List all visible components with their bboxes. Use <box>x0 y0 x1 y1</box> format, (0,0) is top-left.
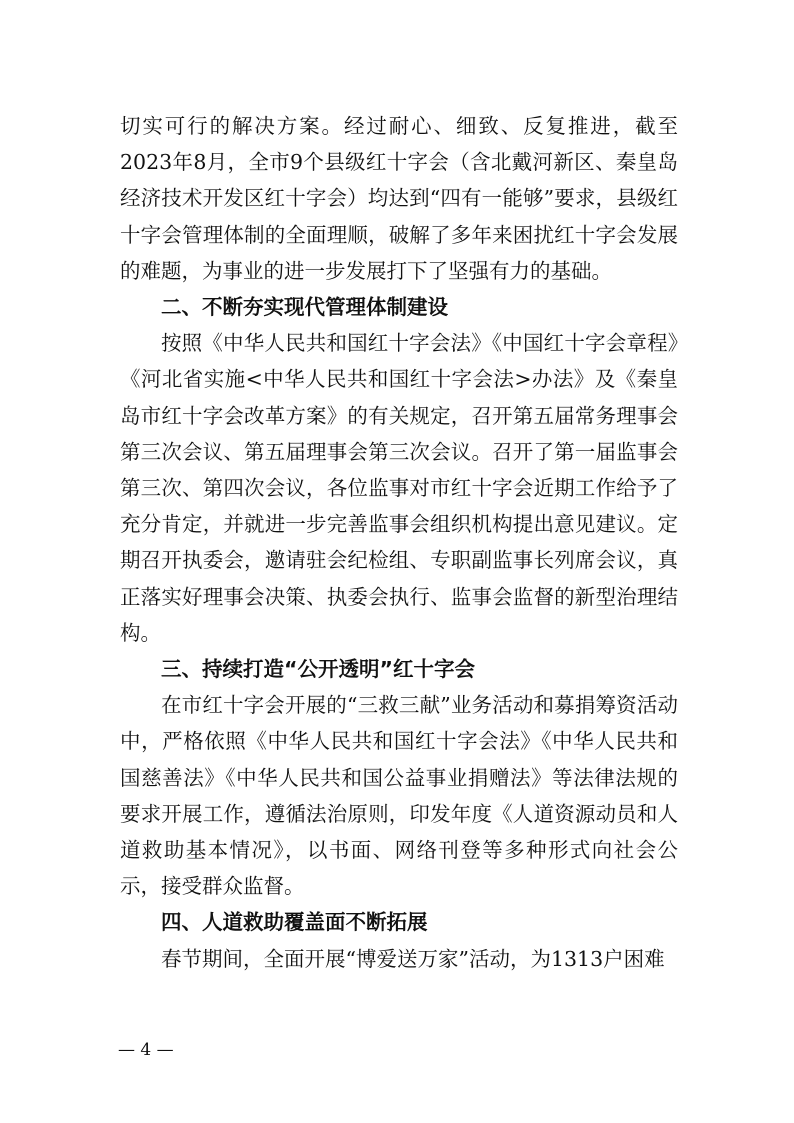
page-number: — 4 — <box>118 1040 174 1060</box>
section-heading-2: 二、不断夯实现代管理体制建设 <box>161 295 448 320</box>
paragraph-humanitarian-aid: 春节期间，全面开展“博爱送万家”活动，为1313户困难 <box>161 946 665 971</box>
document-body <box>120 108 678 977</box>
paragraph-transparency: 在市红十字会开展的“三救三献”业务活动和募捐筹资活动中，严格依照《中华人民共和国红十字会法》《中华人民共和国慈善法》《中华人民共和国公益事业捐赠法》等法律法规的要求开展工作，遵循法治原则，印发年度《人道资源动员和人道救助基本情况》，以书面、网络刊登等多种形式向社会公示，接受群众监督。 <box>120 693 678 899</box>
section-heading-4: 四、人道救助覆盖面不断拓展 <box>161 910 428 935</box>
section-heading-3: 三、持续打造“公开透明”红十字会 <box>161 657 475 682</box>
paragraph-continuation: 切实可行的解决方案。经过耐心、细致、反复推进，截至2023年8月，全市9个县级红十字会（含北戴河新区、秦皇岛经济技术开发区红十字会）均达到“四有一能够”要求，县级红十字会管理体制的全面理顺，破解了多年来困扰红十字会发展的难题，为事业的进一步发展打下了坚强有力的基础。 <box>120 114 678 283</box>
paragraph-management-system: 按照《中华人民共和国红十字会法》《中国红十字会章程》《河北省实施<中华人民共和国红十字会法>办法》及《秦皇岛市红十字会改革方案》的有关规定，召开第五届常务理事会第三次会议、第五届理事会第三次会议。召开了第一届监事会第三次、第四次会议，各位监事对市红十字会近期工作给予了充分肯定，并就进一步完善监事会组织机构提出意见建议。定期召开执委会，邀请驻会纪检组、专职副监事长列席会议，真正落实好理事会决策、执委会执行、监事会监督的新型治理结构。 <box>120 331 678 645</box>
